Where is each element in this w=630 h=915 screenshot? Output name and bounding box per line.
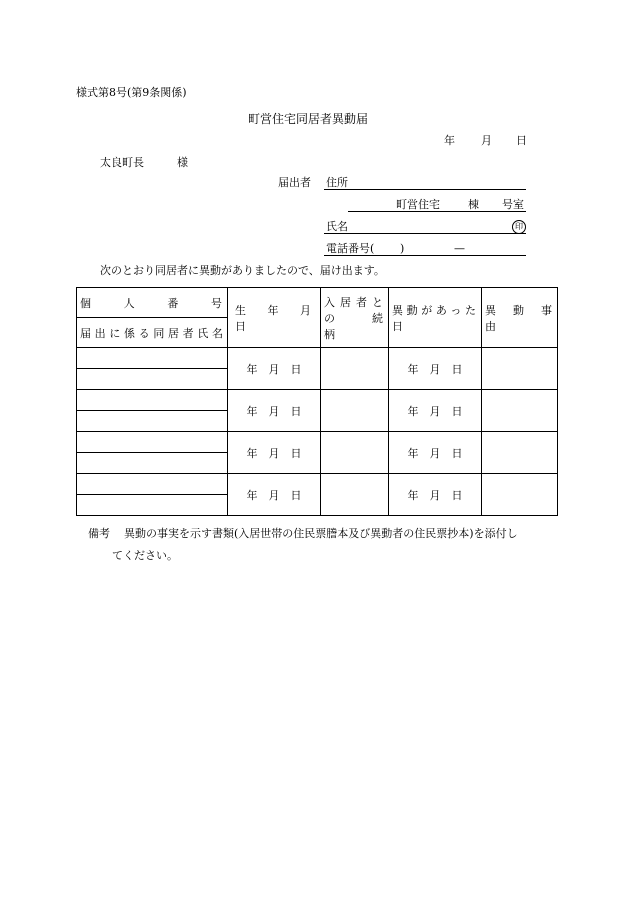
relation-cell-1[interactable] bbox=[321, 348, 389, 390]
header-personal-number: 個 人 番 号 bbox=[77, 288, 228, 318]
name-cell-2[interactable] bbox=[77, 411, 228, 432]
addressee-honorific: 様 bbox=[177, 156, 188, 169]
name-label: 氏名 bbox=[326, 220, 348, 233]
header-change-date: 異動があった 日 bbox=[389, 288, 482, 348]
header-birth-date: 生 年 月 日 bbox=[228, 288, 321, 348]
name-cell-3[interactable] bbox=[77, 453, 228, 474]
change-date-cell-3[interactable]: 年 月 日 bbox=[389, 432, 482, 474]
building-label: 棟 bbox=[468, 198, 479, 211]
note-line-1: 異動の事実を示す書類(入居世帯の住民票謄本及び異動者の住民票抄本)を添付し bbox=[124, 527, 518, 540]
phone-close-paren: ) bbox=[400, 242, 405, 255]
room-label: 号室 bbox=[502, 198, 524, 211]
phone-dash: — bbox=[454, 242, 465, 255]
relation-cell-2[interactable] bbox=[321, 390, 389, 432]
form-number: 様式第8号(第9条関係) bbox=[76, 86, 187, 99]
date-day-label: 日 bbox=[516, 134, 527, 147]
housing-underline[interactable] bbox=[348, 211, 526, 212]
reason-cell-3[interactable] bbox=[482, 432, 558, 474]
address-label: 住所 bbox=[326, 176, 348, 189]
birth-date-cell-4[interactable]: 年 月 日 bbox=[228, 474, 321, 516]
change-date-cell-2[interactable]: 年 月 日 bbox=[389, 390, 482, 432]
change-table bbox=[76, 287, 567, 516]
seal-icon: 印 bbox=[512, 220, 526, 234]
applicant-label: 届出者 bbox=[278, 176, 311, 189]
addressee-name: 太良町長 bbox=[100, 156, 144, 169]
change-date-cell-4[interactable]: 年 月 日 bbox=[389, 474, 482, 516]
relation-cell-4[interactable] bbox=[321, 474, 389, 516]
phone-label: 電話番号( bbox=[326, 242, 375, 255]
reason-cell-1[interactable] bbox=[482, 348, 558, 390]
header-reason: 異 動 事 由 bbox=[482, 288, 558, 348]
personal-number-cell-3[interactable] bbox=[77, 432, 228, 453]
name-cell-4[interactable] bbox=[77, 495, 228, 516]
header-cohabitant-name: 届出に係る同居者氏名 bbox=[77, 318, 228, 348]
birth-date-cell-3[interactable]: 年 月 日 bbox=[228, 432, 321, 474]
change-date-cell-1[interactable]: 年 月 日 bbox=[389, 348, 482, 390]
reason-cell-2[interactable] bbox=[482, 390, 558, 432]
reason-cell-4[interactable] bbox=[482, 474, 558, 516]
note-line-2: てください。 bbox=[112, 549, 178, 562]
form-title: 町営住宅同居者異動届 bbox=[248, 112, 369, 126]
date-month-label: 月 bbox=[481, 134, 492, 147]
phone-underline[interactable] bbox=[324, 255, 526, 256]
birth-date-cell-2[interactable]: 年 月 日 bbox=[228, 390, 321, 432]
personal-number-cell-1[interactable] bbox=[77, 348, 228, 369]
date-year-label: 年 bbox=[444, 134, 455, 147]
housing-label: 町営住宅 bbox=[396, 198, 440, 211]
personal-number-cell-2[interactable] bbox=[77, 390, 228, 411]
header-relation: 入居者と の 続 柄 bbox=[321, 288, 389, 348]
relation-cell-3[interactable] bbox=[321, 432, 389, 474]
name-cell-1[interactable] bbox=[77, 369, 228, 390]
note-label: 備考 bbox=[88, 527, 110, 540]
name-underline[interactable] bbox=[324, 233, 526, 234]
personal-number-cell-4[interactable] bbox=[77, 474, 228, 495]
intro-text: 次のとおり同居者に異動がありましたので、届け出ます。 bbox=[100, 264, 385, 277]
birth-date-cell-1[interactable]: 年 月 日 bbox=[228, 348, 321, 390]
address-underline[interactable] bbox=[324, 189, 526, 190]
